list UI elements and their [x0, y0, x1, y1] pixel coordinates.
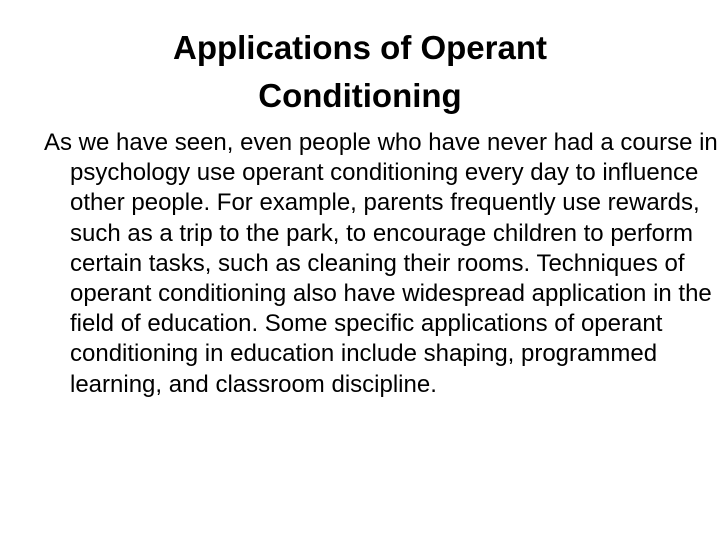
slide-title-line-1: Applications of Operant: [172, 29, 548, 66]
slide-title: [0, 24, 720, 120]
slide-title-line-2: Conditioning: [258, 77, 462, 114]
slide-body-text: As we have seen, even people who have never had a course in psychology use operant conditioning every day to influence other people. For example, parents frequently use rewards, such as a trip to the park, to encourage children to perform certain tasks, such as cleaning their rooms. Techniques of operant conditioning also have widespread application in the field of education. Some specific applications of operant conditioning in education include shaping, programmed learning, and classroom discipline.: [44, 129, 718, 398]
